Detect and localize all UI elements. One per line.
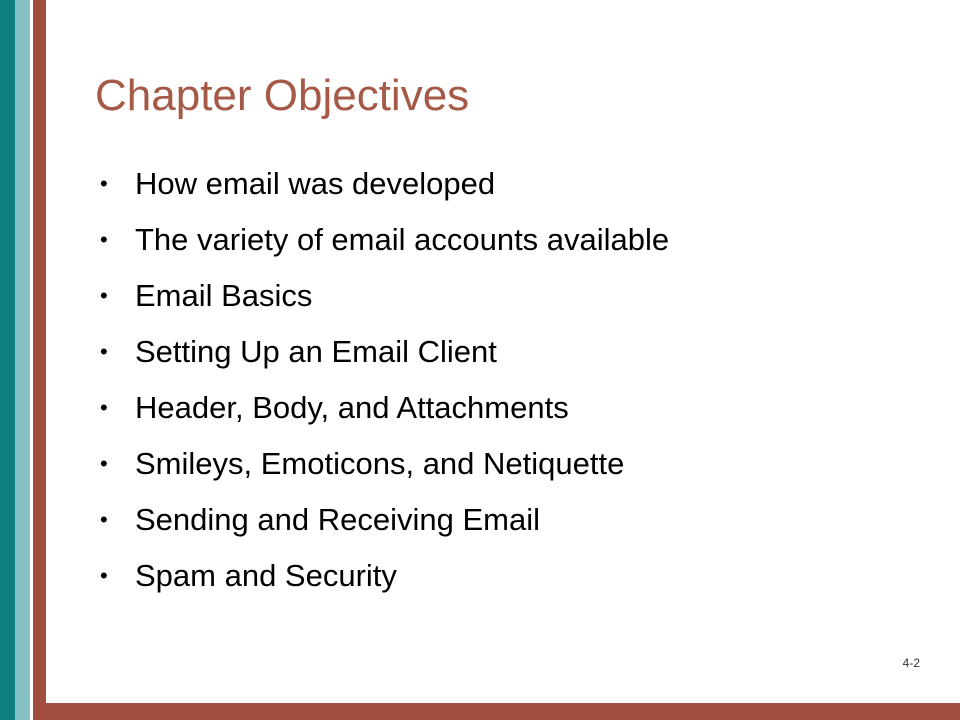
page-number: 4-2	[902, 656, 920, 670]
objective-text: The variety of email accounts available	[135, 222, 670, 257]
left-border-brown	[33, 0, 46, 720]
objective-text: How email was developed	[135, 166, 496, 201]
bullet-point-icon: •	[100, 227, 108, 252]
left-border-teal-light	[15, 0, 30, 720]
objective-text: Sending and Receiving Email	[135, 502, 540, 537]
objective-text: Setting Up an Email Client	[135, 334, 497, 369]
bullet-point-icon: •	[100, 283, 108, 308]
objective-text: Spam and Security	[135, 558, 397, 593]
bullet-point-icon: •	[100, 507, 108, 532]
bullet-point-icon: •	[100, 339, 108, 364]
objective-text: Header, Body, and Attachments	[135, 390, 569, 425]
objective-text: Smileys, Emoticons, and Netiquette	[135, 446, 625, 481]
bullet-point-icon: •	[100, 451, 108, 476]
bullet-point-icon: •	[100, 395, 108, 420]
slide-title: Chapter Objectives	[95, 71, 470, 120]
bottom-border-bar	[33, 703, 960, 720]
bullet-point-icon: •	[100, 171, 108, 196]
bullet-point-icon: •	[100, 563, 108, 588]
left-border-teal-dark	[0, 0, 15, 720]
objective-text: Email Basics	[135, 278, 313, 313]
